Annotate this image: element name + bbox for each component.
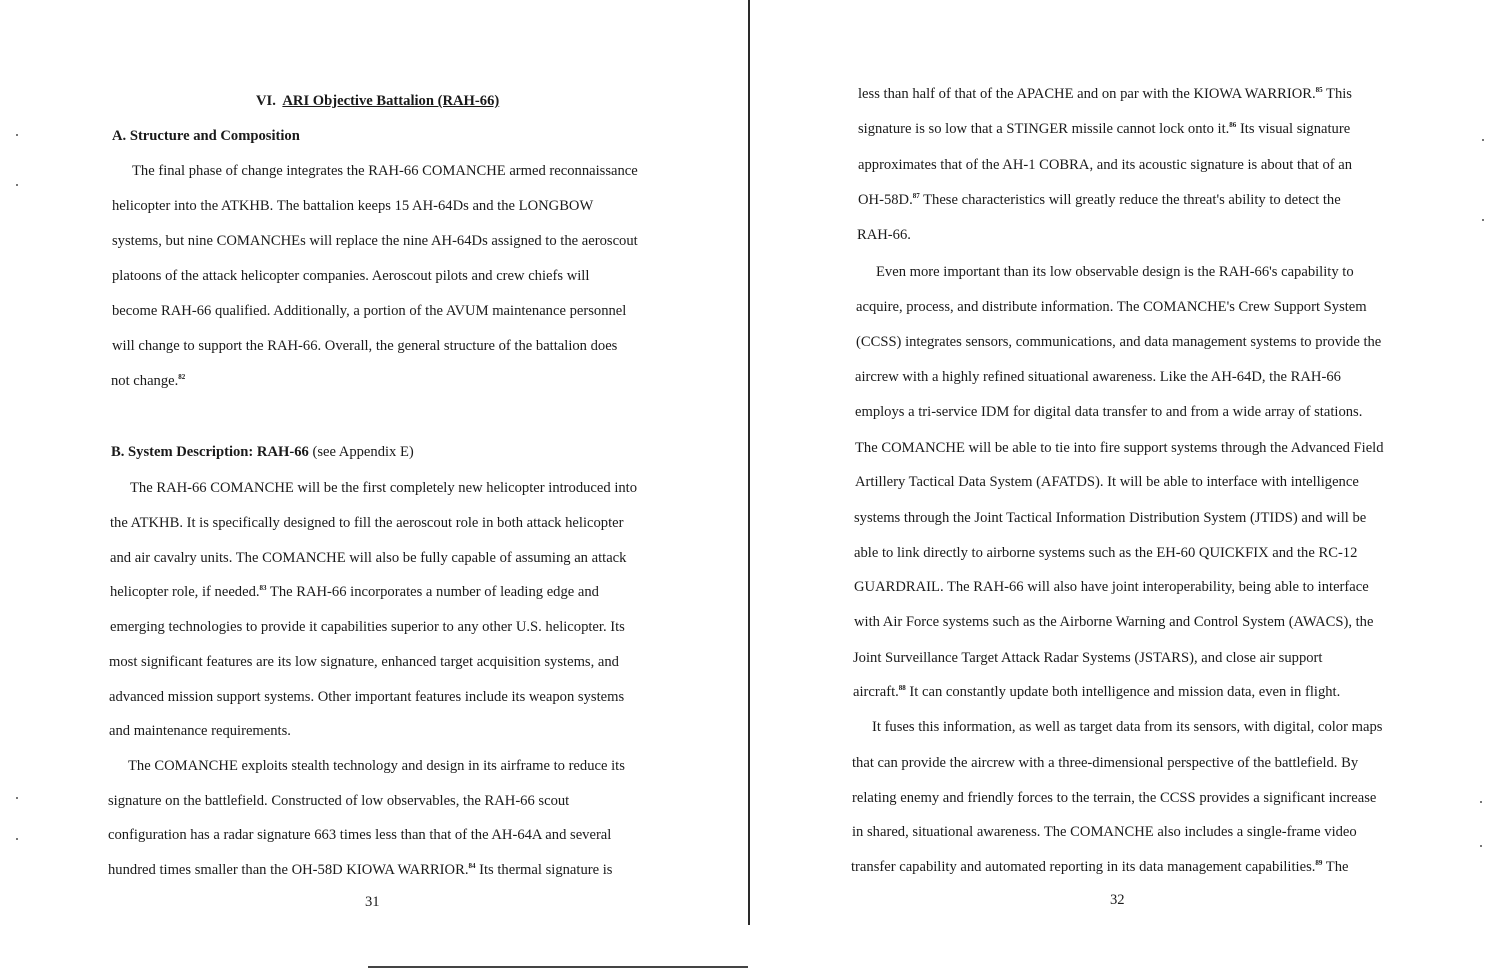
footnote-ref: 89 [1315,859,1323,867]
paragraph-line: and maintenance requirements. [109,723,291,739]
paragraph-line [108,861,612,879]
subsection-b-title: B. System Description: RAH-66 [111,444,309,460]
paragraph-line [858,120,1350,138]
paragraph-line: signature on the battlefield. Constructed of low observables, the RAH-66 scout [108,793,570,809]
paragraph-line [851,858,1348,876]
page-number: 32 [1110,892,1125,908]
page-number: 31 [365,894,380,910]
paragraph-line: RAH-66. [857,227,911,243]
paragraph-line: systems through the Joint Tactical Information Distribution System (JTIDS) and will be [854,510,1367,526]
paragraph-line: It fuses this information, as well as target data from its sensors, with digital, color maps [872,719,1383,735]
section-title: ARI Objective Battalion (RAH-66) [282,93,500,109]
line-text: signature is so low that a STINGER missile cannot lock onto it. [858,121,1230,137]
line-text: not change. [111,373,179,389]
paragraph-line: approximates that of the AH-1 COBRA, and its acoustic signature is about that of an [858,157,1353,173]
paragraph-line: will change to support the RAH-66. Overall, the general structure of the battalion does [112,338,618,354]
line-text: transfer capability and automated reporting in its data management capabilities. [851,859,1316,875]
paragraph-line: platoons of the attack helicopter companies. Aeroscout pilots and crew chiefs will [112,268,590,284]
footnote-ref: 88 [898,684,906,692]
paragraph-line: able to link directly to airborne systems such as the EH-60 QUICKFIX and the RC-12 [854,545,1358,561]
paragraph-line: advanced mission support systems. Other important features include its weapon systems [109,689,625,705]
paragraph-line: aircrew with a highly refined situational awareness. Like the AH-64D, the RAH-66 [855,369,1341,385]
footnote-ref: 84 [468,862,476,870]
paragraph-line [110,583,599,601]
footnote-ref: 82 [178,373,186,381]
paragraph-line: The final phase of change integrates the RAH-66 COMANCHE armed reconnaissance [132,163,638,179]
paragraph-line: systems, but nine COMANCHEs will replace the nine AH-64Ds assigned to the aeroscout [112,233,638,249]
line-text: helicopter role, if needed. [110,584,260,600]
footnote-ref: 87 [912,192,920,200]
paragraph-line [853,683,1340,701]
paragraph-line [858,191,1341,209]
paragraph-line: The COMANCHE will be able to tie into fire support systems through the Advanced Field [855,440,1384,456]
scan-speck [16,134,18,136]
paragraph-line: the ATKHB. It is specifically designed to fill the aeroscout role in both attack helicopter [110,515,624,531]
line-text: It can constantly update both intelligence and mission data, even in flight. [905,684,1341,700]
line-text: OH-58D. [858,192,913,208]
paragraph-line: become RAH-66 qualified. Additionally, a portion of the AVUM maintenance personnel [112,303,627,319]
paragraph-line: Artillery Tactical Data System (AFATDS). It will be able to interface with intelligence [855,474,1359,490]
paragraph-line: GUARDRAIL. The RAH-66 will also have joint interoperability, being able to interface [854,579,1369,595]
subsection-a-heading: A. Structure and Composition [112,128,300,144]
paragraph-line: acquire, process, and distribute information. The COMANCHE's Crew Support System [856,299,1367,315]
footnote-ref: 83 [259,584,267,592]
paragraph-line: relating enemy and friendly forces to the terrain, the CCSS provides a significant increase [852,790,1377,806]
paragraph-line: The COMANCHE exploits stealth technology and design in its airframe to reduce its [128,758,625,774]
line-text: Its thermal signature is [475,862,613,878]
scan-speck [1482,139,1484,141]
subsection-b-heading [111,443,414,461]
line-text: The RAH-66 incorporates a number of leading edge and [266,584,599,600]
line-text: aircraft. [853,684,899,700]
right-page [750,0,1500,970]
paragraph-line: with Air Force systems such as the Airborne Warning and Control System (AWACS), the [854,614,1374,630]
page-edge-line [368,966,748,968]
footnote-ref: 86 [1229,121,1237,129]
line-text: This [1322,86,1352,102]
paragraph-line: The RAH-66 COMANCHE will be the first completely new helicopter introduced into [130,480,638,496]
line-text: Its visual signature [1236,121,1351,137]
paragraph-line [111,372,185,390]
paragraph-line: Joint Surveillance Target Attack Radar Systems (JSTARS), and close air support [853,650,1323,666]
scan-speck [16,838,18,840]
line-text: hundred times smaller than the OH-58D KIOWA WARRIOR. [108,862,469,878]
paragraph-line: configuration has a radar signature 663 times less than that of the AH-64A and several [108,827,612,843]
paragraph-line: (CCSS) integrates sensors, communications, and data management systems to provide the [856,334,1382,350]
paragraph-line: employs a tri-service IDM for digital data transfer to and from a wide array of stations. [855,404,1363,420]
paragraph-line: helicopter into the ATKHB. The battalion keeps 15 AH-64Ds and the LONGBOW [112,198,594,214]
subsection-b-note: (see Appendix E) [308,444,414,460]
scan-speck [1480,845,1482,847]
scan-speck [1482,219,1484,221]
paragraph-line [858,85,1352,103]
scan-speck [16,797,18,799]
paragraph-line: emerging technologies to provide it capabilities superior to any other U.S. helicopter. Its [110,619,625,635]
section-number: VI. [256,93,276,109]
paragraph-line: in shared, situational awareness. The COMANCHE also includes a single-frame video [852,824,1357,840]
line-text: less than half of that of the APACHE and on par with the KIOWA WARRIOR. [858,86,1316,102]
paragraph-line: most significant features are its low signature, enhanced target acquisition systems, and [109,654,619,670]
scan-speck [16,184,18,186]
paragraph-line: and air cavalry units. The COMANCHE will also be fully capable of assuming an attack [110,550,627,566]
scan-speck [1480,801,1482,803]
line-text: The [1322,859,1349,875]
section-heading [256,92,499,110]
paragraph-line: Even more important than its low observable design is the RAH-66's capability to [876,264,1354,280]
footnote-ref: 85 [1315,86,1323,94]
line-text: These characteristics will greatly reduce the threat's ability to detect the [919,192,1341,208]
left-page [0,0,748,970]
paragraph-line: that can provide the aircrew with a three-dimensional perspective of the battlefield. By [852,755,1359,771]
